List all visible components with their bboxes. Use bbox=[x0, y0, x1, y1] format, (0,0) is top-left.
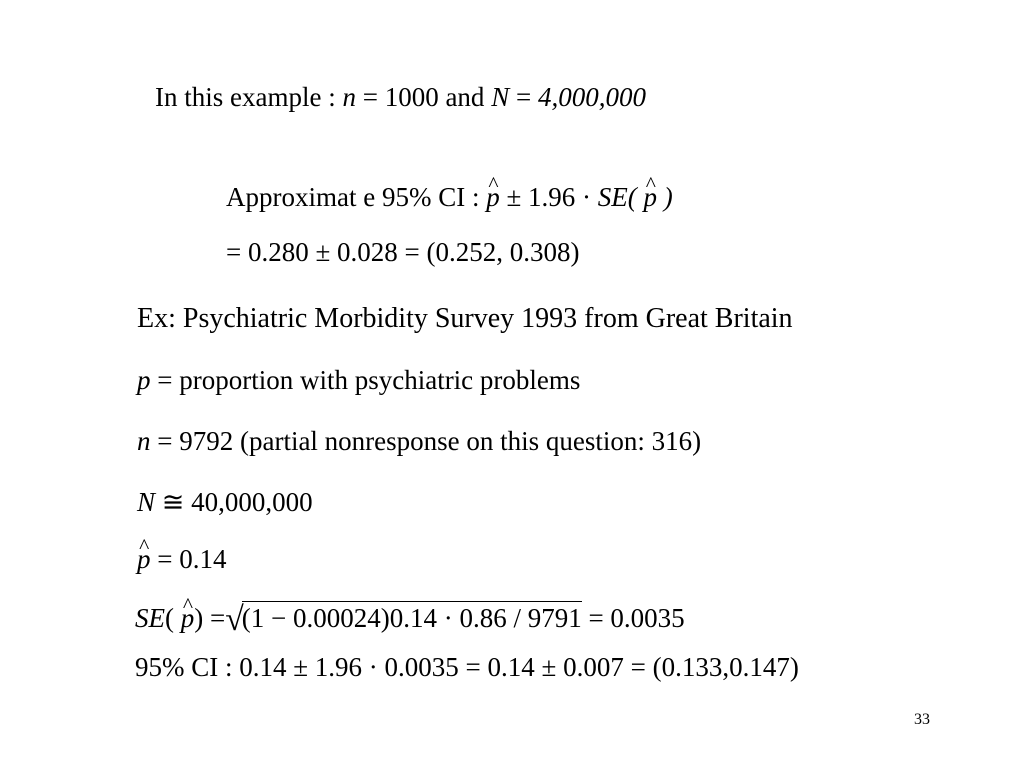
p-hat-text: = 0.14 bbox=[150, 544, 227, 574]
sqrt bbox=[225, 600, 582, 638]
p-hat: ^ p bbox=[644, 184, 658, 211]
ci-result: = 0.280 ± 0.028 = (0.252, 0.308) bbox=[226, 237, 580, 267]
and-text: and bbox=[438, 82, 492, 112]
se-open: ( bbox=[165, 603, 181, 633]
sqrt-icon: √ bbox=[225, 600, 244, 638]
equals: = bbox=[509, 82, 538, 112]
n-symbol: n bbox=[137, 426, 151, 456]
n-symbol: n bbox=[342, 82, 356, 112]
example-label: In this example : bbox=[155, 82, 343, 112]
n-definition bbox=[137, 428, 701, 455]
se-formula bbox=[135, 600, 685, 638]
example-title: Ex: Psychiatric Morbidity Survey 1993 from Great Britain bbox=[137, 303, 793, 334]
n-definition-text: = 9792 (partial nonresponse on this question: 316) bbox=[150, 426, 702, 456]
N-value: 4,000,000 bbox=[537, 82, 646, 112]
sqrt-radicand: (1 − 0.00024)0.14 · 0.86 / 9791 bbox=[241, 603, 582, 633]
se-close: ) = bbox=[194, 603, 226, 633]
p-hat-value bbox=[137, 546, 226, 573]
se-result: = 0.0035 bbox=[581, 603, 685, 633]
se-label: SE( bbox=[597, 182, 637, 212]
N-symbol: N bbox=[491, 82, 510, 112]
p-symbol: p bbox=[137, 365, 151, 395]
page-number: 33 bbox=[914, 711, 930, 728]
N-definition-text: ≅ 40,000,000 bbox=[155, 487, 313, 517]
N-symbol: N bbox=[137, 487, 156, 517]
N-definition bbox=[137, 489, 313, 516]
ci-label: Approximat e 95% CI : bbox=[226, 182, 487, 212]
se-prefix: SE bbox=[135, 603, 165, 633]
p-definition bbox=[137, 367, 580, 394]
equals: = bbox=[355, 82, 385, 112]
se-close: ) bbox=[657, 182, 673, 212]
p-definition-text: = proportion with psychiatric problems bbox=[150, 365, 581, 395]
pm-196: ± 1.96 · bbox=[499, 182, 598, 212]
p-hat: ^ p bbox=[181, 605, 195, 632]
example-line bbox=[155, 84, 646, 111]
ci-formula bbox=[226, 184, 673, 211]
n-value: 1000 bbox=[384, 82, 439, 112]
p-hat: ^ p bbox=[486, 184, 500, 211]
ci2-line: 95% CI : 0.14 ± 1.96 · 0.0035 = 0.14 ± 0.007 = (0.133,0.147) bbox=[135, 652, 799, 682]
p-hat: ^ p bbox=[137, 546, 151, 573]
